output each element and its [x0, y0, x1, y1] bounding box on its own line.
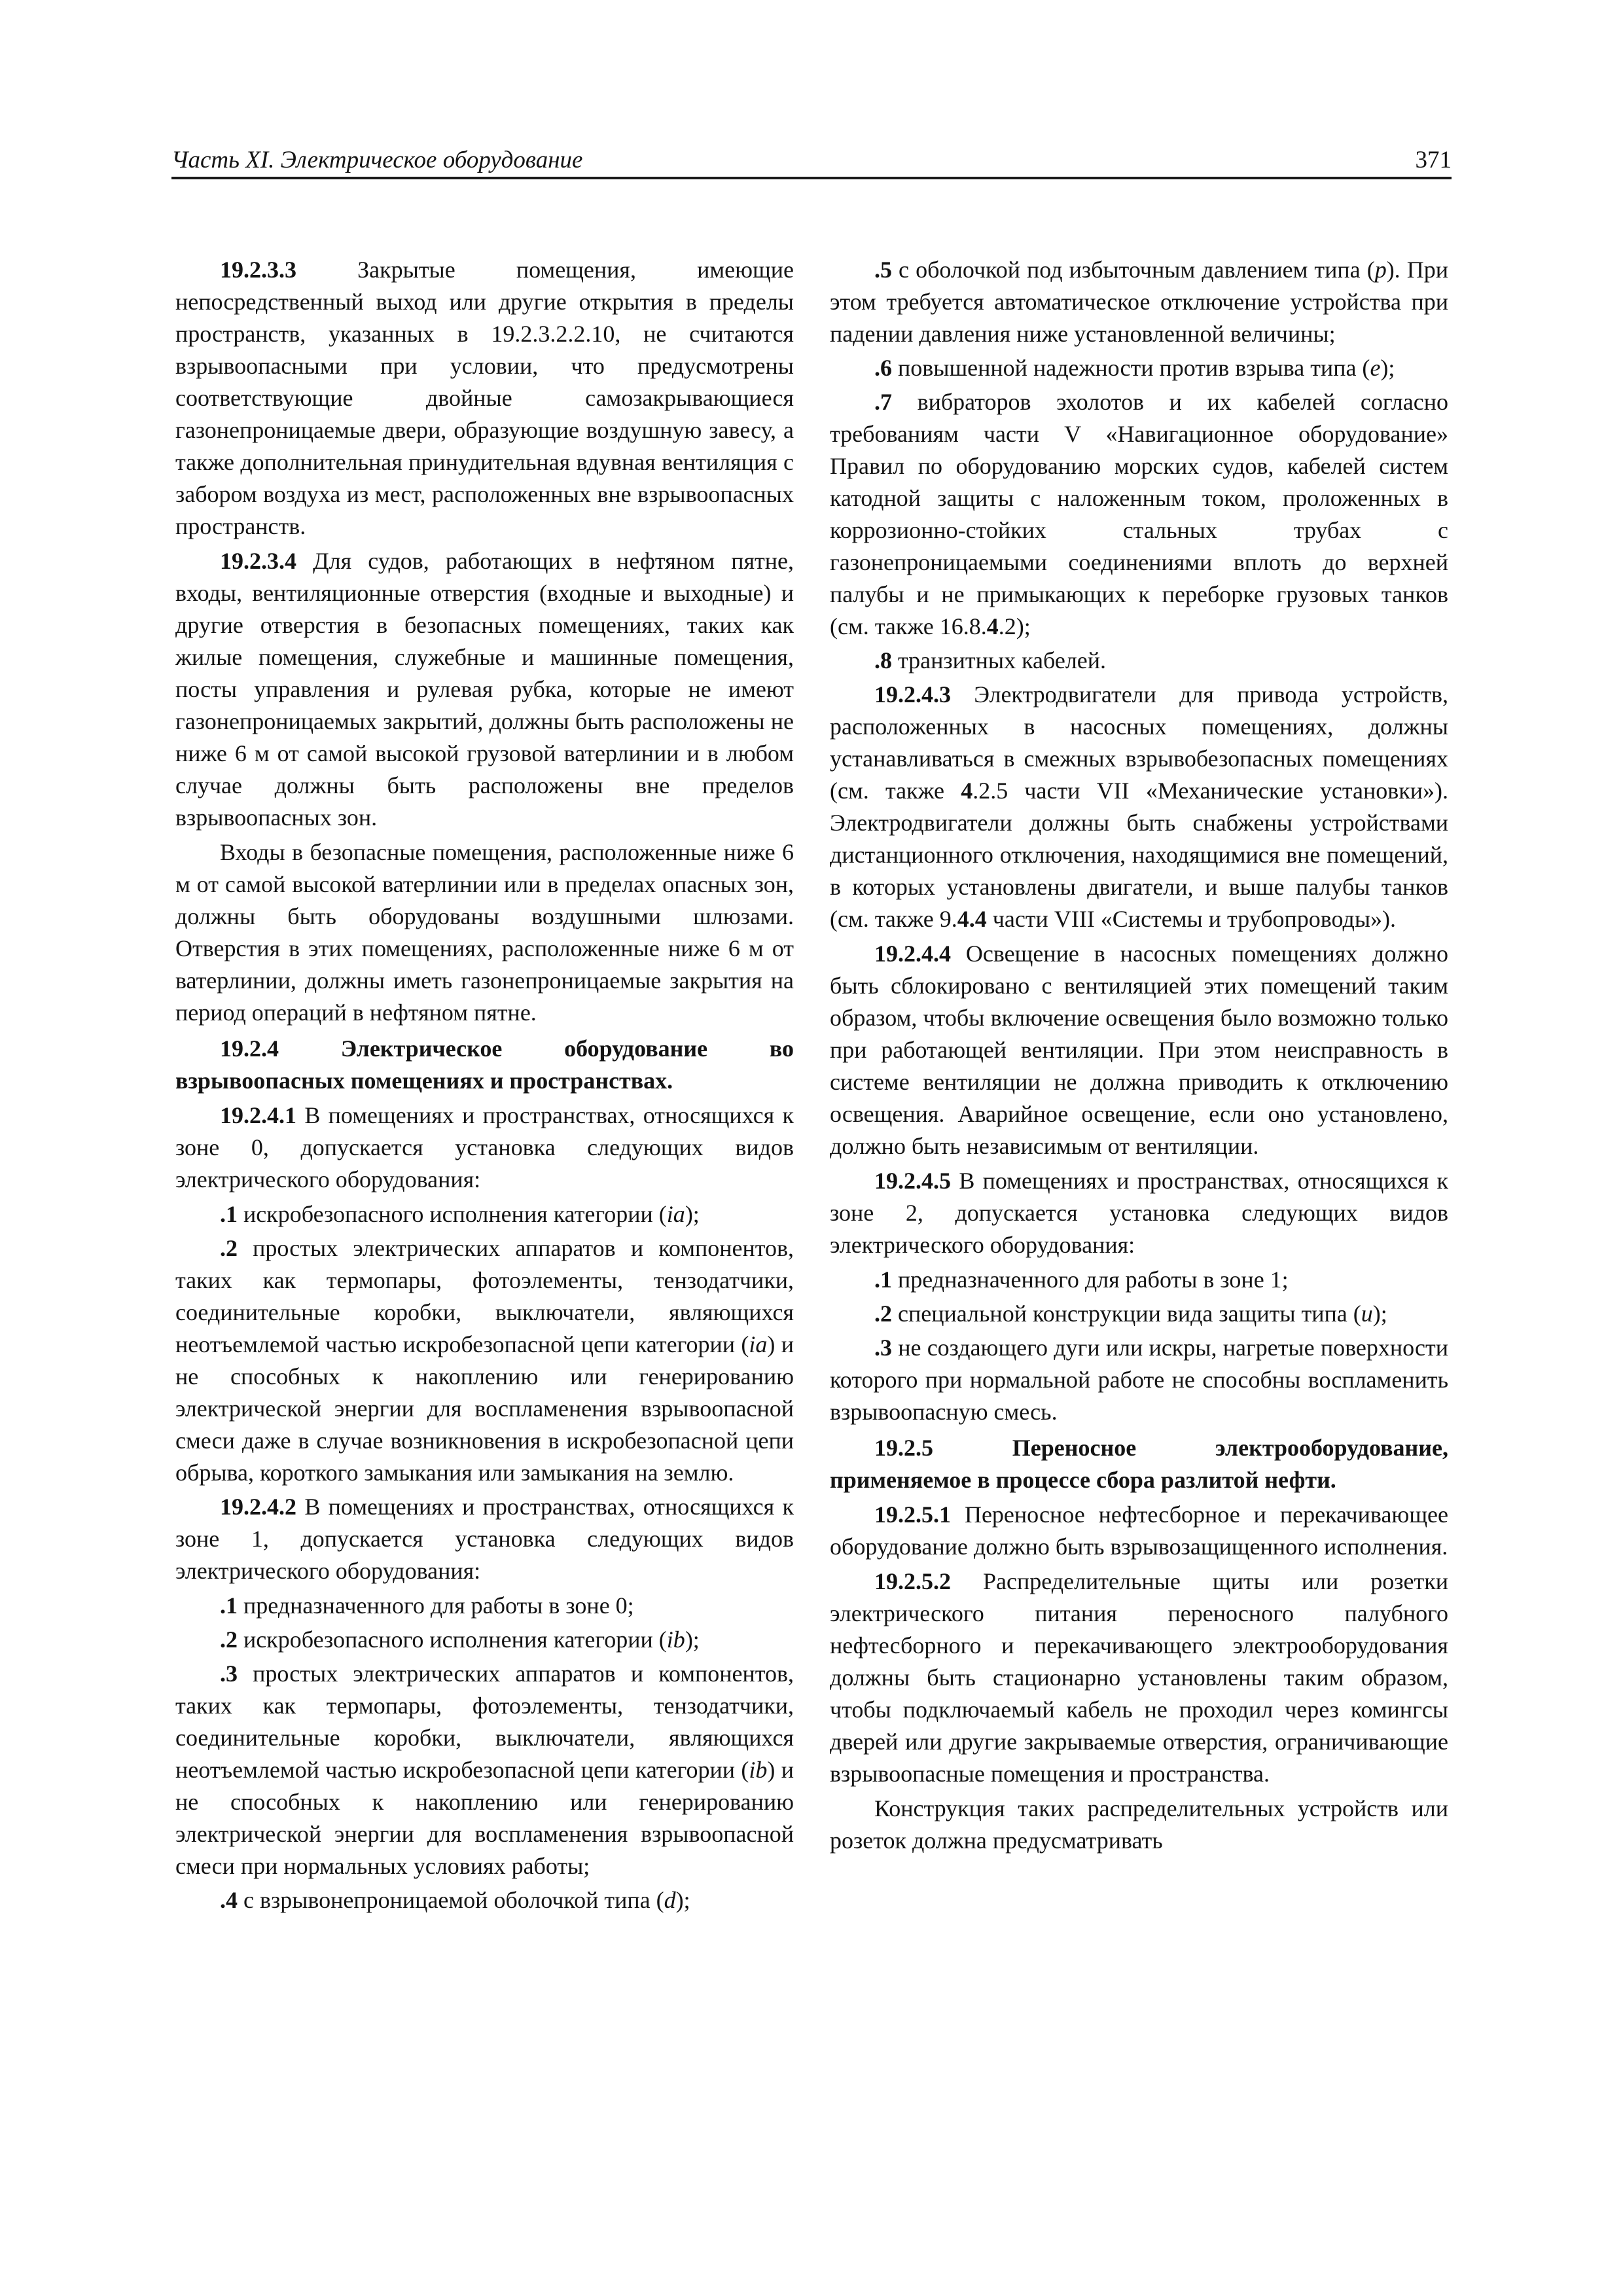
item-text-end: ); — [1372, 1300, 1387, 1327]
item-number: .1 — [874, 1266, 892, 1293]
item-text-end: ) и не способных к накоплению или генерированию электрической энергии для воспламенения взрывоопасной смеси даже в случае возникновения в искробезопасной цепи обрыва, короткого замыкания или замыкания на землю. — [175, 1331, 794, 1486]
paragraph-19-2-4-1 — [175, 1100, 794, 1196]
list-item — [175, 1658, 794, 1882]
paragraph-text: Распределительные щиты или розетки электрического питания переносного палубного нефтесборного и перекачивающего электрооборудования должны быть стационарно установлены таким образом, чтобы подключаемый кабель не проходил через комингсы дверей или другие закрываемые отверстия, ограничивающие взрывоопасные помещения и пространства. — [830, 1568, 1448, 1787]
item-text: простых электрических аппаратов и компонентов, таких как термопары, фотоэлементы, тензодатчики, соединительные коробки, выключатели, являющихся неотъемлемой частью искробезопасной цепи категории ( — [175, 1660, 794, 1783]
item-text-end: ) и не способных к накоплению или генерированию электрической энергии для воспламенения взрывоопасной смеси при нормальных условиях работы; — [175, 1757, 794, 1879]
item-number: .1 — [220, 1201, 238, 1227]
clause-number: 19.2.4.3 — [874, 681, 951, 708]
item-text-end: ); — [1380, 355, 1395, 381]
section-heading-19-2-4 — [175, 1033, 794, 1097]
item-text: искробезопасного исполнения категории ( — [238, 1201, 667, 1227]
item-number: .3 — [220, 1660, 238, 1687]
paragraph-text: Освещение в насосных помещениях должно быть сблокировано с вентиляцией этих помещений таким образом, чтобы включение освещения было возможно только при работающей вентиляции. При этом неисправность в системе вентиляции не должна приводить к отключению освещения. Аварийное освещение, если оно установлено, должно быть независимым от вентиляции. — [830, 941, 1448, 1159]
list-item — [830, 1264, 1448, 1296]
item-text: не создающего дуги или искры, нагретые поверхности которого при нормальной работе не способны воспламенить взрывоопасную смесь. — [830, 1335, 1448, 1425]
bold-reference: 4 — [961, 778, 973, 804]
section-heading-19-2-5 — [830, 1432, 1448, 1496]
item-text: с оболочкой под избыточным давлением типа ( — [892, 257, 1375, 283]
item-category: u — [1361, 1300, 1373, 1327]
item-number: .2 — [874, 1300, 892, 1327]
item-text: предназначенного для работы в зоне 1; — [892, 1266, 1289, 1293]
item-number: .5 — [874, 257, 892, 283]
list-item — [830, 386, 1448, 643]
clause-number: 19.2.5.1 — [874, 1501, 951, 1528]
paragraph-design — [830, 1793, 1448, 1857]
clause-number: 19.2.3.4 — [220, 548, 296, 574]
paragraph-19-2-5-1 — [830, 1499, 1448, 1563]
page-number: 371 — [1415, 147, 1452, 173]
list-item — [175, 1884, 794, 1916]
paragraph-19-2-4-4 — [830, 938, 1448, 1162]
list-item — [175, 1590, 794, 1622]
paragraph-text: части VIII «Системы и трубопроводы»). — [986, 906, 1397, 932]
paragraph-text: В помещениях и пространствах, относящихся к зоне 2, допускается установка следующих видов электрического оборудования: — [830, 1168, 1448, 1258]
paragraph-19-2-4-2 — [175, 1491, 794, 1587]
item-text: предназначенного для работы в зоне 0; — [238, 1592, 634, 1619]
item-text: с взрывонепроницаемой оболочкой типа ( — [238, 1887, 664, 1913]
list-item — [175, 1198, 794, 1230]
header-rule — [171, 177, 1452, 179]
section-heading-text: 19.2.5 Переносное электрооборудование, применяемое в процессе сбора разлитой нефти. — [830, 1435, 1448, 1493]
paragraph-19-2-3-4 — [175, 545, 794, 834]
bold-reference: 4.4 — [957, 906, 987, 932]
item-text: вибраторов эхолотов и их кабелей согласно требованиям части V «Навигационное оборудование» Правил по оборудованию морских судов, кабелей систем катодной защиты с наложенным током, проложенных в коррозионно-стойких стальных трубах с газонепроницаемыми соединениями вплоть до верхней палубы и не примыкающих к переборке грузовых танков (см. также 16.8. — [830, 389, 1448, 639]
paragraph-airlocks — [175, 836, 794, 1029]
item-text-end: ); — [685, 1201, 700, 1227]
clause-number: 19.2.3.3 — [220, 257, 296, 283]
paragraph-19-2-5-2 — [830, 1566, 1448, 1790]
list-item — [830, 254, 1448, 350]
item-number: .2 — [220, 1235, 238, 1261]
item-category: ia — [666, 1201, 685, 1227]
left-column — [175, 254, 794, 1918]
item-number: .7 — [874, 389, 892, 415]
paragraph-19-2-3-3 — [175, 254, 794, 543]
paragraph-19-2-4-5 — [830, 1165, 1448, 1261]
paragraph-text: В помещениях и пространствах, относящихся к зоне 0, допускается установка следующих видов электрического оборудования: — [175, 1102, 794, 1193]
clause-number: 19.2.4.2 — [220, 1494, 296, 1520]
item-text: простых электрических аппаратов и компонентов, таких как термопары, фотоэлементы, тензодатчики, соединительные коробки, выключатели, являющихся неотъемлемой частью искробезопасной цепи категории ( — [175, 1235, 794, 1357]
list-item — [830, 1298, 1448, 1330]
right-column — [830, 254, 1448, 1859]
paragraph-text: .2.5 части VII «Механические установки»). Электродвигатели должны быть снабжены устройствами дистанционного отключения, находящимися вне помещений, в которых установлены двигатели, и выше палубы танков (см. также 9. — [830, 778, 1448, 932]
item-number: .1 — [220, 1592, 238, 1619]
item-text: повышенной надежности против взрыва типа ( — [892, 355, 1370, 381]
item-category: e — [1370, 355, 1381, 381]
clause-number: 19.2.5.2 — [874, 1568, 951, 1594]
item-number: .2 — [220, 1626, 238, 1653]
list-item — [830, 352, 1448, 384]
item-category: ia — [749, 1331, 768, 1357]
item-number: .6 — [874, 355, 892, 381]
paragraph-text: Электродвигатели для привода устройств, расположенных в насосных помещениях, должны устанавливаться в смежных взрывобезопасных помещениях (см. также — [830, 681, 1448, 804]
item-category: ib — [666, 1626, 685, 1653]
paragraph-text: Переносное нефтесборное и перекачивающее оборудование должно быть взрывозащищенного исполнения. — [830, 1501, 1448, 1560]
clause-number: 19.2.4.5 — [874, 1168, 951, 1194]
clause-number: 19.2.4.1 — [220, 1102, 296, 1128]
item-text: специальной конструкции вида защиты типа ( — [892, 1300, 1361, 1327]
item-text-end: ); — [675, 1887, 690, 1913]
item-text-end: .2); — [998, 613, 1031, 639]
item-number: .8 — [874, 647, 892, 673]
paragraph-text: Для судов, работающих в нефтяном пятне, входы, вентиляционные отверстия (входные и выходные) и другие отверстия в безопасных помещениях, таких как жилые помещения, служебные и машинные помещения, посты управления и рулевая рубка, которые не имеют газонепроницаемых закрытий, должны быть расположены не ниже 6 м от самой высокой грузовой ватерлинии и в любом случае должны быть расположены вне пределов взрывоопасных зон. — [175, 548, 794, 831]
paragraph-19-2-4-3 — [830, 679, 1448, 935]
list-item — [175, 1624, 794, 1656]
item-category: d — [664, 1887, 676, 1913]
list-item — [830, 645, 1448, 677]
item-category: p — [1374, 257, 1387, 283]
item-text: искробезопасного исполнения категории ( — [238, 1626, 667, 1653]
item-text: транзитных кабелей. — [892, 647, 1107, 673]
bold-reference: 4 — [986, 613, 999, 639]
paragraph-text: В помещениях и пространствах, относящихся к зоне 1, допускается установка следующих видов электрического оборудования: — [175, 1494, 794, 1584]
list-item — [175, 1232, 794, 1489]
paragraph-text: Закрытые помещения, имеющие непосредственный выход или другие открытия в пределы пространств, указанных в 19.2.3.2.2.10, не считаются взрывоопасными при условии, что предусмотрены соответствующие двойные самозакрывающиеся газонепроницаемые двери, образующие воздушную завесу, а также дополнительная принудительная вдувная вентиляция с забором воздуха из мест, расположенных вне взрывоопасных пространств. — [175, 257, 794, 539]
item-text-end: ). При этом требуется автоматическое отключение устройства при падении давления ниже установленной величины; — [830, 257, 1448, 347]
item-number: .3 — [874, 1335, 892, 1361]
item-category: ib — [749, 1757, 768, 1783]
item-text-end: ); — [685, 1626, 700, 1653]
list-item — [830, 1332, 1448, 1428]
paragraph-text: Конструкция таких распределительных устройств или розеток должна предусматривать — [830, 1795, 1448, 1854]
item-number: .4 — [220, 1887, 238, 1913]
section-heading-text: 19.2.4 Электрическое оборудование во взрывоопасных помещениях и пространствах. — [175, 1035, 794, 1094]
running-header-title: Часть XI. Электрическое оборудование — [171, 147, 583, 173]
paragraph-text: Входы в безопасные помещения, расположенные ниже 6 м от самой высокой ватерлинии или в пределах опасных зон, должны быть оборудованы воздушными шлюзами. Отверстия в этих помещениях, расположенные ниже 6 м от ватерлинии, должны иметь газонепроницаемые закрытия на период операций в нефтяном пятне. — [175, 839, 794, 1026]
clause-number: 19.2.4.4 — [874, 941, 951, 967]
